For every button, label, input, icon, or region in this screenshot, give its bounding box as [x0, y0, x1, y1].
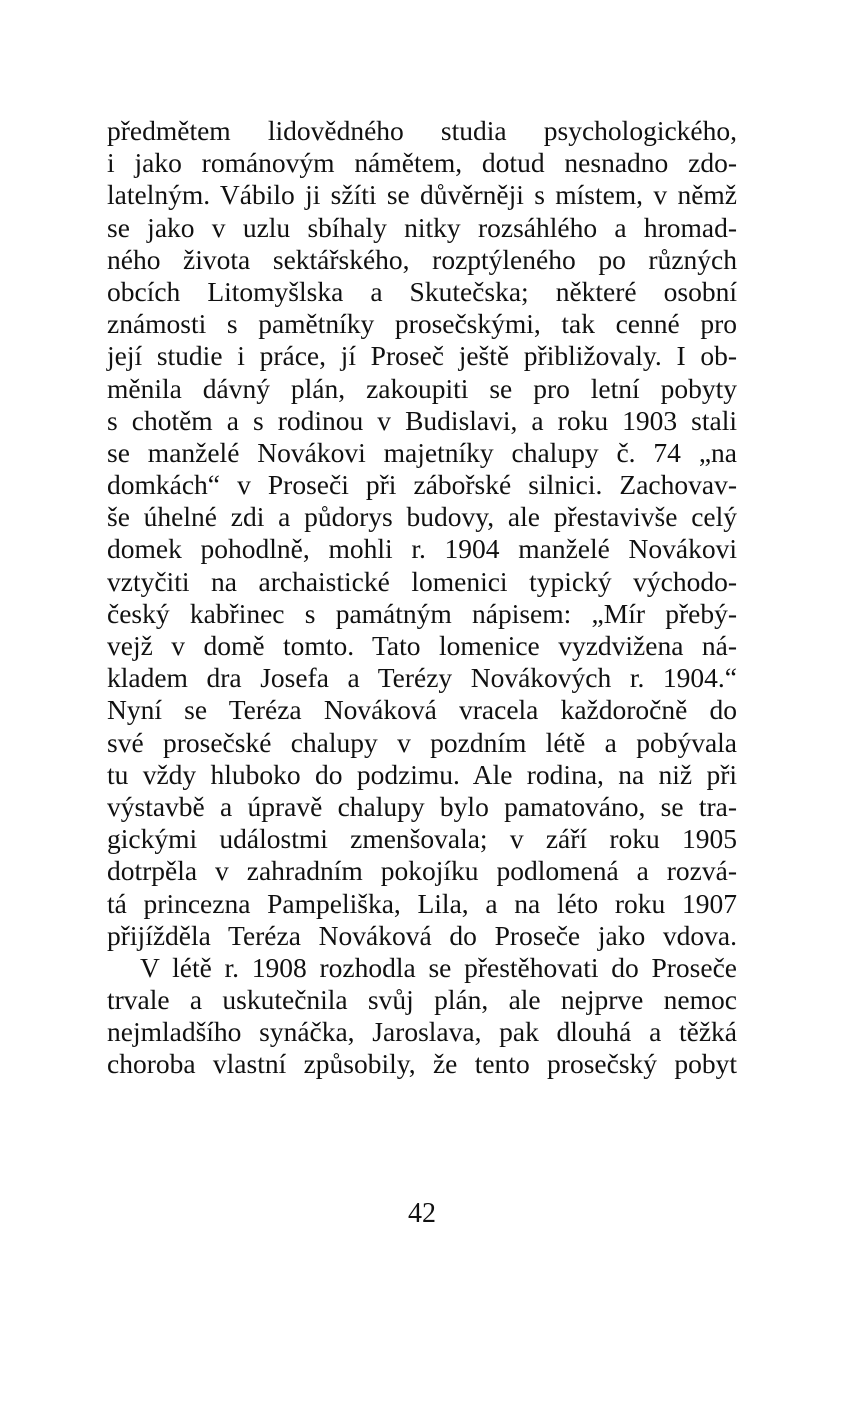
- text-line: trvale a uskutečnila svůj plán, ale nejprve nemoc: [107, 984, 737, 1016]
- paragraph-start-line: V létě r. 1908 rozhodla se přestěhovati do Proseče: [140, 951, 737, 983]
- text-line: ného života sektářského, rozptýleného po různých: [107, 243, 737, 275]
- text-line: dotrpěla v zahradním pokojíku podlomená a rozvá-: [107, 855, 737, 887]
- text-line: výstavbě a úpravě chalupy bylo pamatováno, se tra-: [107, 790, 737, 822]
- text-line: obcích Litomyšlska a Skutečska; některé osobní: [107, 275, 737, 307]
- text-line: se jako v uzlu sbíhaly nitky rozsáhlého a hromad-: [107, 211, 737, 243]
- text-line: domkách“ v Proseči při zábořské silnici. Zachovav-: [107, 469, 737, 501]
- text-line: s chotěm a s rodinou v Budislavi, a roku 1903 stali: [107, 404, 737, 436]
- text-line: še úhelné zdi a půdorys budovy, ale přestavivše celý: [107, 501, 737, 533]
- text-line: Nyní se Teréza Nováková vracela každoročně do: [107, 694, 737, 726]
- text-line: kladem dra Josefa a Terézy Novákových r. 1904.“: [107, 662, 737, 694]
- page-number: 42: [408, 1198, 436, 1229]
- text-line: vejž v domě tomto. Tato lomenice vyzdvižena ná-: [107, 630, 737, 661]
- text-line: nejmladšího synáčka, Jaroslava, pak dlouhá a těžká: [107, 1016, 737, 1048]
- text-line: tu vždy hluboko do podzimu. Ale rodina, na niž při: [107, 758, 737, 790]
- text-line: vztyčiti na archaistické lomenici typický východo-: [107, 565, 737, 597]
- text-line: známosti s pamětníky prosečskými, tak cenné pro: [107, 308, 737, 340]
- text-line: své prosečské chalupy v pozdním létě a pobývala: [107, 726, 737, 758]
- body-text: [107, 115, 737, 1081]
- text-line: český kabřinec s památným nápisem: „Mír přebý-: [107, 597, 737, 629]
- text-line: domek pohodlně, mohli r. 1904 manželé Novákovi: [107, 533, 737, 565]
- text-line: měnila dávný plán, zakoupiti se pro letní pobyty: [107, 372, 737, 404]
- text-line: se manželé Novákovi majetníky chalupy č. 74 „na: [107, 436, 737, 468]
- text-line: předmětem lidovědného studia psychologického,: [107, 115, 737, 146]
- text-line: choroba vlastní způsobily, že tento prosečský pobyt: [107, 1048, 737, 1080]
- text-line: přijížděla Teréza Nováková do Proseče jako vdova.: [107, 919, 737, 951]
- text-line: její studie i práce, jí Proseč ještě přibližovaly. I ob-: [107, 340, 737, 372]
- text-line: gickými událostmi zmenšovala; v září roku 1905: [107, 823, 737, 855]
- text-line: tá princezna Pampeliška, Lila, a na léto roku 1907: [107, 887, 737, 919]
- text-line: latelným. Vábilo ji sžíti se důvěrněji s místem, v němž: [107, 179, 737, 211]
- text-line: i jako románovým námětem, dotud nesnadno zdo-: [107, 147, 737, 179]
